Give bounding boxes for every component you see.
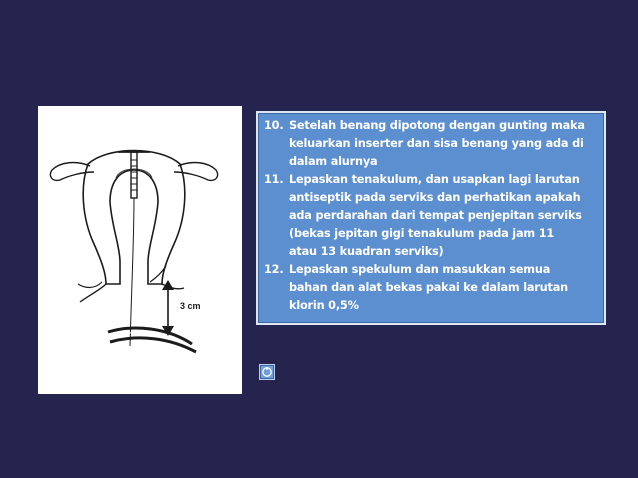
instruction-step-10 xyxy=(264,117,598,171)
return-icon xyxy=(260,365,274,379)
step-line: Setelah benang dipotong dengan gunting maka xyxy=(289,119,585,132)
step-line: ada perdarahan dari tempat penjepitan serviks xyxy=(289,209,582,222)
step-line: dalam alurnya xyxy=(289,155,378,168)
step-line: bahan dan alat bekas pakai ke dalam larutan xyxy=(289,281,568,294)
step-text xyxy=(289,117,598,171)
cervix-left-fornix xyxy=(78,282,102,288)
instruction-step-11 xyxy=(264,171,598,261)
step-number: 12. xyxy=(264,263,284,276)
instruction-list xyxy=(256,111,606,325)
step-number: 11. xyxy=(264,173,284,186)
step-line: Lepaskan tenakulum, dan usapkan lagi larutan xyxy=(289,173,580,186)
step-number: 10. xyxy=(264,119,284,132)
return-button[interactable] xyxy=(259,364,275,380)
step-line: Lepaskan spekulum dan masukkan semua xyxy=(289,263,551,276)
measurement-label: 3 cm xyxy=(180,301,201,311)
step-line: (bekas jepitan gigi tenakulum pada jam 11 xyxy=(289,227,555,240)
step-line: keluarkan inserter dan sisa benang yang ada di xyxy=(289,137,584,150)
step-line: atau 13 kuadran serviks) xyxy=(289,245,444,258)
uterus-iud-diagram xyxy=(38,106,242,394)
step-text xyxy=(289,171,598,261)
iud-stem xyxy=(131,152,137,198)
scissors-upper-blade xyxy=(108,328,192,344)
step-line: klorin 0,5% xyxy=(289,299,359,312)
iud-copper-coil xyxy=(131,160,137,190)
step-text xyxy=(289,261,598,315)
step-line: antiseptik pada serviks dan perhatikan apakah xyxy=(289,191,581,204)
iud-string xyxy=(130,198,134,346)
instruction-step-12 xyxy=(264,261,598,315)
iud-insertion-illustration xyxy=(38,106,242,394)
